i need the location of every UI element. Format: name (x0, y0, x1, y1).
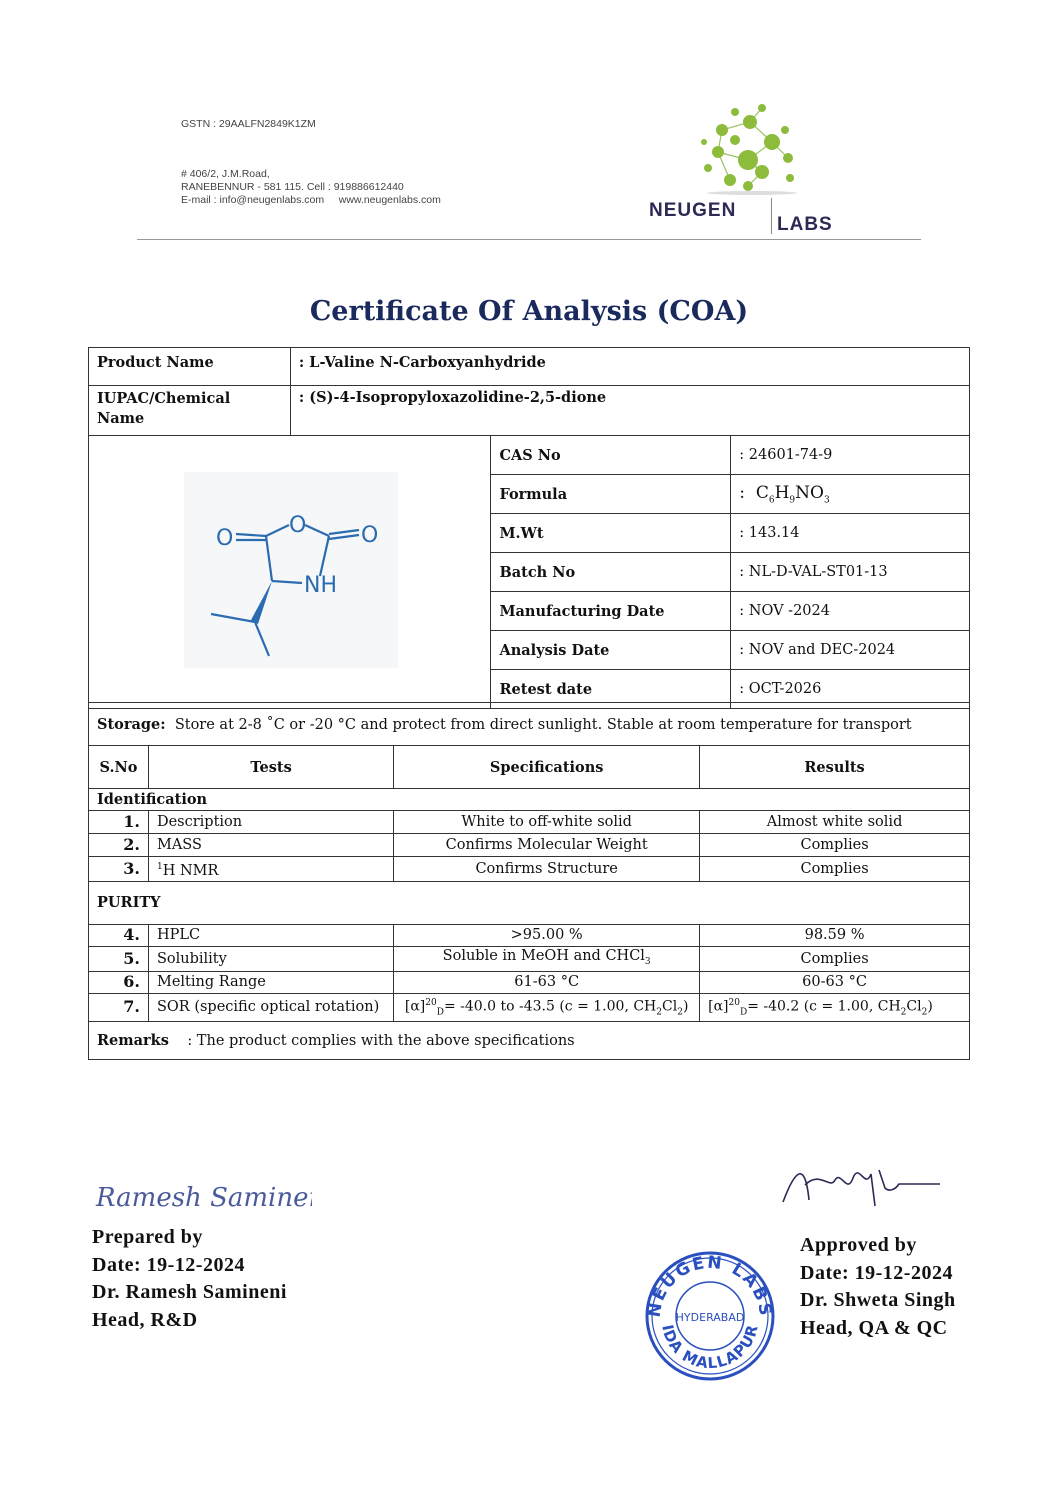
formula-label: Formula (491, 475, 731, 514)
product-info-table (88, 347, 970, 709)
row-sno: 7. (89, 993, 149, 1021)
table-row (89, 834, 970, 857)
logo-word-neugen: NEUGEN (649, 200, 737, 221)
table-row (89, 924, 970, 946)
mfg-date-value: : NOV -2024 (731, 592, 970, 631)
atom-oxygen-left: O (216, 526, 234, 551)
approved-title: Head, QA & QC (800, 1316, 948, 1339)
atom-oxygen-right: O (361, 523, 379, 548)
signature-prepared-icon (92, 1170, 312, 1220)
row-spec: Confirms Molecular Weight (394, 834, 700, 857)
mwt-label: M.Wt (491, 514, 731, 553)
prepared-by-label: Prepared by (92, 1226, 203, 1248)
storage-text: Store at 2-8 ˚C or -20 °C and protect from direct sunlight. Stable at room temperature for transport (174, 716, 912, 733)
approved-name: Dr. Shweta Singh (800, 1289, 956, 1311)
table-header-row (89, 746, 970, 789)
neugen-labs-logo (645, 100, 860, 240)
section-purity: PURITY (89, 881, 970, 924)
row-sno: 1. (89, 811, 149, 834)
address-line: # 406/2, J.M.Road, (181, 168, 270, 180)
retest-date-label: Retest date (491, 670, 731, 709)
mfg-date-label: Manufacturing Date (491, 592, 731, 631)
batch-value: : NL-D-VAL-ST01-13 (731, 553, 970, 592)
row-sno: 3. (89, 857, 149, 882)
row-sno: 2. (89, 834, 149, 857)
storage-label: Storage: (97, 715, 166, 733)
gstn-number: GSTN : 29AALFN2849K1ZM (181, 118, 316, 130)
address-line: E-mail : info@neugenlabs.com www.neugenlabs.com (181, 194, 441, 206)
col-header-specifications: Specifications (394, 746, 700, 789)
col-header-tests: Tests (148, 746, 393, 789)
address-line: RANEBENNUR - 581 115. Cell : 919886612440 (181, 181, 404, 193)
prepared-by-block (92, 1170, 312, 1334)
row-test: Solubility (148, 946, 393, 971)
header-divider (137, 239, 921, 240)
row-test: Description (148, 811, 393, 834)
product-name-label: Product Name (89, 348, 291, 386)
svg-text:NEUGEN LABS: NEUGEN LABS (644, 1252, 776, 1319)
company-contact-block (181, 118, 441, 207)
iupac-label: IUPAC/Chemical Name (89, 386, 291, 436)
row-result: Complies (700, 946, 970, 971)
row-spec: Confirms Structure (394, 857, 700, 882)
row-test: HPLC (148, 924, 393, 946)
atom-oxygen-ring: O (289, 513, 307, 538)
batch-label: Batch No (491, 553, 731, 592)
cas-label: CAS No (491, 436, 731, 475)
formula-value: : $C_6H_9NO_3$ (731, 475, 970, 514)
row-spec: >95.00 % (394, 924, 700, 946)
table-row (89, 971, 970, 993)
company-stamp (640, 1248, 780, 1387)
row-spec: White to off-white solid (394, 811, 700, 834)
tests-table (88, 702, 970, 1060)
approved-date: Date: 19-12-2024 (800, 1261, 953, 1284)
col-header-results: Results (700, 746, 970, 789)
row-test: MASS (148, 834, 393, 857)
analysis-date-value: : NOV and DEC-2024 (731, 631, 970, 670)
atom-nh: NH (304, 573, 337, 598)
table-row (89, 811, 970, 834)
table-row (89, 946, 970, 971)
logo-word-labs: LABS (777, 214, 833, 235)
signature-approved-icon (775, 1140, 945, 1218)
section-identification: Identification (89, 789, 970, 811)
table-row (89, 993, 970, 1021)
approved-by-block (800, 1140, 970, 1342)
chemical-structure-cell (89, 436, 491, 709)
row-test: $^1$H NMR (148, 857, 393, 882)
row-sno: 6. (89, 971, 149, 993)
prepared-name: Dr. Ramesh Samineni (92, 1281, 287, 1303)
remarks-row (89, 1022, 970, 1060)
svg-text:Ramesh Samineni: Ramesh Samineni (96, 1183, 312, 1213)
row-result: Complies (700, 857, 970, 882)
retest-date-value: : OCT-2026 (731, 670, 970, 709)
stamp-seal-icon (640, 1248, 780, 1383)
row-sno: 5. (89, 946, 149, 971)
row-spec: $[\alpha]^{20}_D= -40.0$ to -43.5 (c = 1.00, $CH_2Cl_2$) (394, 993, 700, 1021)
prepared-title: Head, R&D (92, 1308, 198, 1331)
product-name-value: : L-Valine N-Carboxyanhydride (290, 348, 969, 386)
valine-nca-structure-icon (184, 472, 398, 668)
page-title: Certificate Of Analysis (COA) (309, 296, 749, 327)
row-test: SOR (specific optical rotation) (148, 993, 393, 1021)
row-result: Complies (700, 834, 970, 857)
table-row (89, 857, 970, 882)
row-sno: 4. (89, 924, 149, 946)
remarks-text: : The product complies with the above specifications (187, 1033, 575, 1050)
analysis-date-label: Analysis Date (491, 631, 731, 670)
svg-text:HYDERABAD: HYDERABAD (675, 1311, 745, 1324)
storage-row (89, 703, 970, 746)
company-address (181, 168, 441, 207)
row-result: 98.59 % (700, 924, 970, 946)
cas-value: : 24601-74-9 (731, 436, 970, 475)
row-spec: Soluble in MeOH and CHCl$_3$ (394, 946, 700, 971)
approved-by-label: Approved by (800, 1234, 917, 1256)
remarks-label: Remarks (97, 1032, 169, 1050)
mwt-value: : 143.14 (731, 514, 970, 553)
prepared-date: Date: 19-12-2024 (92, 1253, 245, 1276)
row-test: Melting Range (148, 971, 393, 993)
row-result: Almost white solid (700, 811, 970, 834)
iupac-value: : (S)-4-Isopropyloxazolidine-2,5-dione (290, 386, 969, 436)
row-result: $[\alpha]^{20}_D= -40.2$ (c = 1.00, $CH_2Cl_2$) (700, 993, 970, 1021)
svg-text:IDA MALLAPUR: IDA MALLAPUR (658, 1322, 762, 1373)
molecule-logo-icon (690, 100, 810, 195)
row-result: 60-63 °C (700, 971, 970, 993)
col-header-sno: S.No (89, 746, 149, 789)
row-spec: 61-63 °C (394, 971, 700, 993)
chemical-structure-image (184, 472, 398, 668)
